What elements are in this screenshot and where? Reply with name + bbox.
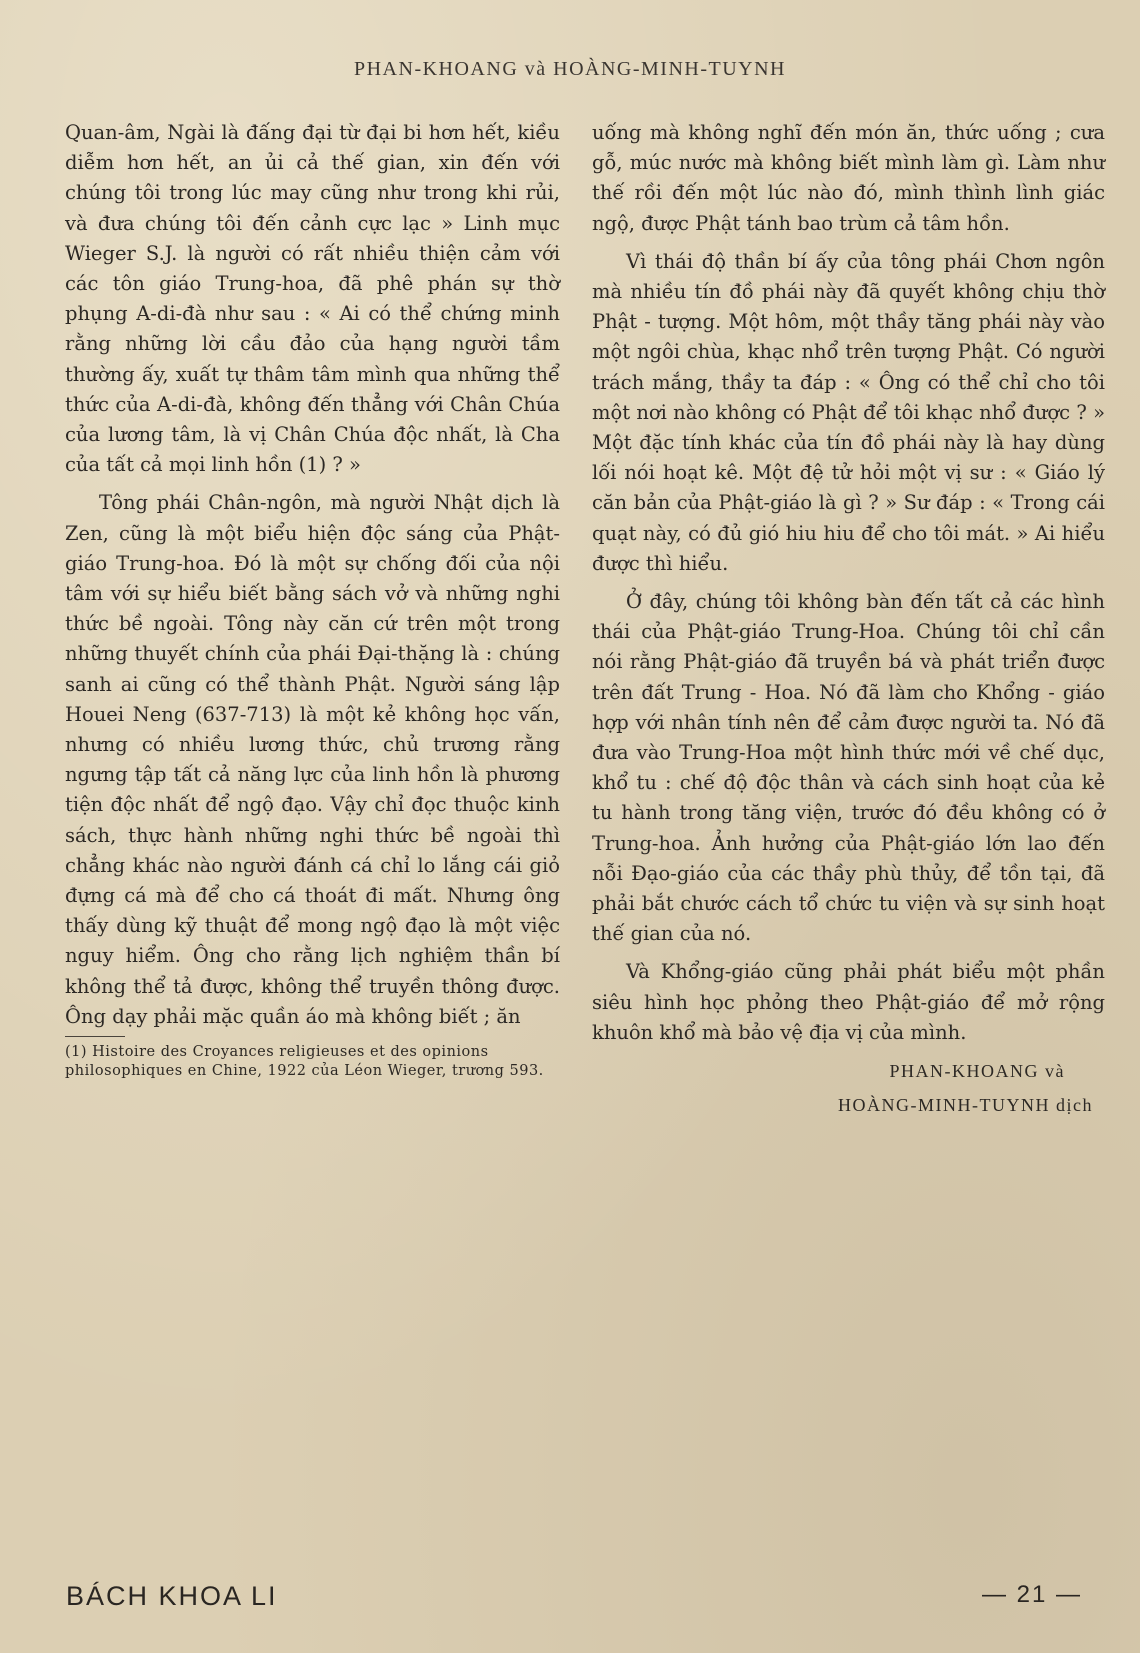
paragraph: Vì thái độ thần bí ấy của tông phái Chơn ngôn mà nhiều tín đồ phái này đã quyết không chịu thờ Phật - tượng. Một hôm, một thầy tăng phái này vào một ngôi chùa, khạc nhổ trên tượng Phật. Có người trách mắng, thầy ta đáp : « Ông có thể chỉ cho tôi một nơi nào không có Phật để tôi khạc nhổ được ? » Một đặc tính khác của tín đồ phái này là hay dùng lối nói hoạt kê. Một đệ tử hỏi một vị sư : « Giáo lý căn bản của Phật-giáo là gì ? » Sư đáp : « Trong cái quạt này, có đủ gió hiu hiu để cho tôi mát. » Ai hiểu được thì hiểu. — [592, 249, 1105, 575]
footnote-divider — [65, 1036, 125, 1037]
paragraph: Tông phái Chân-ngôn, mà người Nhật dịch là Zen, cũng là một biểu hiện độc sáng của Phật-giáo Trung-hoa. Đó là một sự chống đối của nội tâm với sự hiểu biết bằng sách vở và những nghi thức bề ngoài. Tông này căn cứ trên một trong những thuyết chính của phái Đại-thặng là : chúng sanh ai cũng có thể thành Phật. Người sáng lập Houei Neng (637-713) là một kẻ không học vấn, nhưng có nhiều lương thức, chủ trương rằng ngưng tập tất cả năng lực của linh hồn là phương tiện độc nhất để ngộ đạo. Vậy chỉ đọc thuộc kinh sách, thực hành những nghi thức bề ngoài thì chẳng khác nào người đánh cá chỉ lo lắng cái giỏ đựng cá mà để cho cá thoát đi mất. Nhưng ông thấy dùng kỹ thuật để mong ngộ đạo là một việc nguy hiểm. Ông cho rằng lịch nghiệm thần bí không thể tả được, không thể truyền thông được. Ông dạy phải mặc quần áo mà không biết ; ăn — [65, 491, 560, 1028]
signature-translators: HOÀNG-MINH-TUYNH dịch — [838, 1095, 1093, 1116]
paragraph: Và Khổng-giáo cũng phải phát biểu một phần siêu hình học phỏng theo Phật-giáo để mở rộng khuôn khổ mà bảo vệ địa vị của mình. — [592, 960, 1105, 1044]
publication-name: BÁCH KHOA LI — [66, 1581, 278, 1611]
page-footer — [0, 1581, 1140, 1621]
page-number: — 21 — — [981, 1581, 1082, 1608]
footnote: (1) Histoire des Croyances religieuses et des opinions philosophiques en Chine, 1922 của Léon Wieger, trương 593. — [65, 1044, 544, 1080]
right-column — [592, 118, 1105, 1122]
left-column — [65, 118, 560, 1081]
paragraph: Quan-âm, Ngài là đấng đại từ đại bi hơn hết, kiều diễm hơn hết, an ủi cả thế gian, xin đến với chúng tôi trong lúc may cũng như trong khi rủi, và đưa chúng tôi đến cảnh cực lạc » Linh mục Wieger S.J. là người có rất nhiều thiện cảm với các tôn giáo Trung-hoa, đã phê phán sự thờ phụng A-di-đà như sau : « Ai có thể chứng minh rằng những lời cầu đảo của hạng người tầm thường ấy, xuất tự thâm tâm mình qua những thể thức của A-di-đà, không đến thẳng với Chân Chúa của lương tâm, là vị Chân Chúa độc nhất, là Cha của tất cả mọi linh hồn (1) ? » — [65, 121, 560, 477]
paragraph: uống mà không nghĩ đến món ăn, thức uống ; cưa gỗ, múc nước mà không biết mình làm gì. Làm như thế rồi đến một lúc nào đó, mình thình lình giác ngộ, được Phật tánh bao trùm cả tâm hồn. — [592, 121, 1105, 235]
paragraph: Ở đây, chúng tôi không bàn đến tất cả các hình thái của Phật-giáo Trung-Hoa. Chúng tôi chỉ cần nói rằng Phật-giáo đã truyền bá và phát triển được trên đất Trung - Hoa. Nó đã làm cho Khổng - giáo hợp với nhân tính nên để cảm được người ta. Nó đã đưa vào Trung-Hoa một hình thức mới về chế dục, khổ tu : chế độ độc thân và cách sinh hoạt của kẻ tu hành trong tăng viện, trước đó đều không có ở Trung-hoa. Ảnh hưởng của Phật-giáo lớn lao đến nỗi Đạo-giáo của các thầy phù thủy, để tồn tại, đã phải bắt chước cách tổ chức tu viện và sự sinh hoạt thế gian của nó. — [592, 590, 1105, 946]
author-signature — [592, 1054, 1105, 1122]
running-header: PHAN-KHOANG và HOÀNG-MINH-TUYNH — [353, 58, 786, 80]
signature-authors: PHAN-KHOANG và — [889, 1061, 1065, 1082]
